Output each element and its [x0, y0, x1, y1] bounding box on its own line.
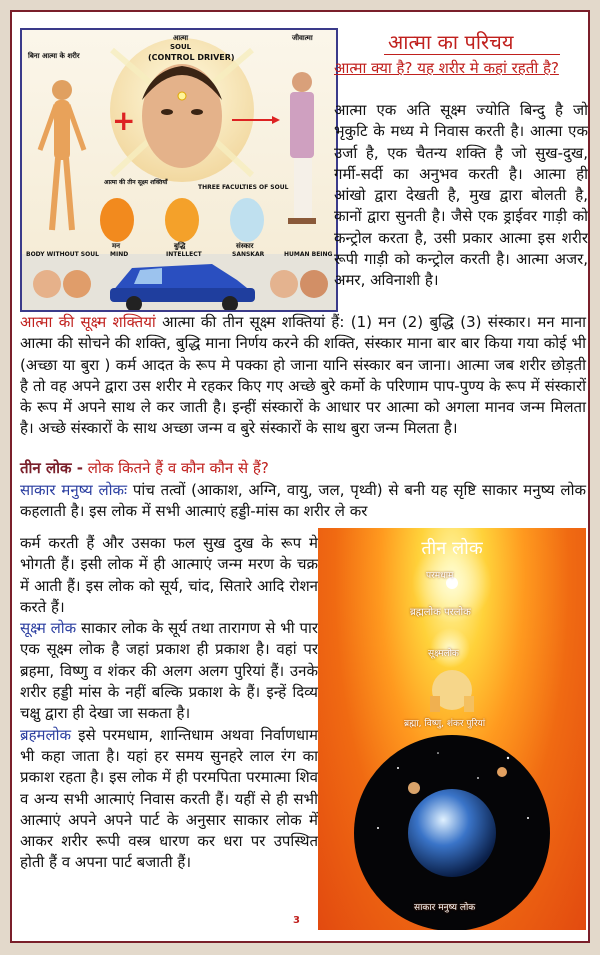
sanskar-egg [230, 198, 264, 242]
label-sukshmalok: सूक्ष्मलोक [428, 649, 459, 659]
intellect-egg [165, 198, 199, 242]
label-human-being: HUMAN BEING [284, 251, 333, 258]
sukshm-label: सूक्ष्म लोक [20, 619, 77, 638]
sakar-text-cont: कर्म करती हैं और उसका फल सुख दुख के रूप मे भोगती हैं। इसी लोक में ही आत्माएं जन्म मरण के चक्र में आती हैं। इस लोक को सूर्य, चांद, सितारे आदि रोशन करते हैं। [20, 534, 318, 616]
label-soul-hindi: आत्मा [173, 34, 189, 42]
label-sanskar: SANSKAR [232, 251, 265, 258]
intro-paragraph: आत्मा एक अति सूक्ष्म ज्योति बिन्दु है जो भृकुटि के मध्य मे निवास करती है। आत्मा एक उर्जा है, एक चैतन्य शक्ति है जो सुख-दुख, गर्मी-सर्दी का अनुभव करती है। आत्मा ही आंखो द्वारा देखती है, मुख द्वारा बोलती है, कानों द्वारा सुनती है। जैसे एक ड्राईवर गाड़ी को कन्ट्रोल करता है, उसी प्रकार आत्मा इस शरीर रूपी गाड़ी को कन्ट्रोल करती है। आत्मा अजर, अमर, अविनाशी है। [334, 101, 588, 290]
page-title: आत्मा का परिचय [388, 30, 514, 54]
label-paramdham: परमधाम [426, 571, 454, 581]
three-worlds-image [318, 528, 586, 930]
sakar-text: पांच तत्वों (आकाश, अग्नि, वायु, जल, पृथ्वी) से बनी यह सृष्टि साकार मनुष्य लोक कहलाती है। इस लोक में सभी आत्माएं हड्डी-मांस का शरीर ले कर [20, 481, 586, 521]
mind-egg [100, 198, 134, 242]
three-worlds-question: लोक कितने हैं व कौन कौन से हैं? [83, 459, 269, 477]
illustration-graphics [22, 30, 336, 310]
planet [408, 782, 420, 794]
skeleton-figure [40, 80, 84, 230]
label-three-faculties: THREE FACULTIES OF SOUL [198, 184, 289, 191]
label-control-driver: (CONTROL DRIVER) [148, 53, 235, 62]
title-underline [384, 54, 560, 55]
label-intellect: INTELLECT [166, 251, 202, 258]
label-intellect-hindi: बुद्धि [174, 242, 186, 250]
label-human-hindi: जीवात्मा [292, 34, 313, 42]
label-soul: SOUL [170, 43, 192, 51]
svg-text:+: + [112, 104, 136, 137]
powers-paragraph [20, 312, 586, 440]
three-worlds-heading [20, 458, 269, 478]
label-body-without-soul: BODY WITHOUT SOUL [26, 251, 99, 258]
label-body-without-soul-hindi: बिना आत्मा के शरीर [28, 52, 80, 60]
powers-heading: आत्मा की सूक्ष्म शक्तियां [20, 313, 156, 331]
three-worlds-image-title: तीन लोक [421, 538, 483, 559]
label-sakar-lok: साकार मनुष्य लोक [414, 903, 476, 913]
trimurti-figures [430, 670, 474, 712]
powers-text: आत्मा की तीन सूक्ष्म शक्तियां हैं: (1) मन (2) बुद्धि (3) संस्कार। मन माना आत्मा की सोचने की शक्ति, बुद्धि माना निर्णय करने की शक्ति, संस्कार माना बार बार किया गया कोई भी (अच्छा या बुरा ) कर्म आदत के रूप मे पक्का हो जाना यानि संस्कार बन जाना। आत्मा जब शरीर छोड़ती है तो वह अपने द्वारा उस शरीर मे रहकर किए गए अच्छे बुरे कर्मो के परिणाम पाप-पुण्य के रूप में संस्कारों के रूप में अपने साथ ले कर जाती है। इन्हीं संस्कारों के आधार पर आत्मा को अगला मानव जन्म मिलता है। अच्छे संस्कारों के साथ अच्छा जन्म व बुरे संस्कारों के साथ बुरा जन्म मिलता है। [20, 313, 587, 438]
three-worlds-graphics [318, 528, 586, 930]
label-puriyan: ब्रह्मा, विष्णु, शंकर पुरियां [404, 719, 486, 729]
soul-illustration [20, 28, 338, 312]
page [10, 10, 590, 943]
human-figure [288, 72, 316, 224]
planet [497, 767, 507, 777]
three-worlds-label: तीन लोक - [20, 459, 84, 477]
sakar-paragraph [20, 480, 586, 523]
worlds-column-text [20, 533, 318, 874]
sakar-label: साकार मनुष्य लोकः [20, 481, 128, 499]
brahm-label: ब्रहमलोक [20, 725, 72, 744]
label-sanskar-hindi: संस्कार [236, 242, 254, 250]
soul-question: आत्मा क्या है? यह शरीर मे कहां रहती है? [334, 59, 559, 77]
page-number: 3 [293, 915, 300, 926]
sukshm-text: साकार लोक के सूर्य तथा तारागण से भी पार एक सूक्ष्म लोक है जहां प्रकाश ही प्रकाश है। वहां पर ब्रहमा, विष्णु व शंकर की अलग अलग पुरियां हैं। उनके शरीर हड्डी मांस के नहीं बल्कि प्रकाश के हैं। इन्हें दिव्य चक्षु द्वारा ही देखा जा सकता है। [20, 619, 318, 723]
label-mind: MIND [110, 251, 129, 258]
label-brahmalok: ब्रह्मलोक परलोक [410, 607, 471, 618]
brahm-text: इसे परमधाम, शान्तिधाम अथवा निर्वाणधाम भी कहा जाता है। यहां हर समय सुनहरे लाल रंग का प्रकाश रहता है। इस लोक में ही परमपिता परमात्मा शिव व अन्य सभी आत्माएं निवास करती हैं। यहीं से ही सभी आत्माएं अपने अपने पार्ट के अनुसार साकार लोक में आकर शरीर रूपी वस्त्र धारण कर धरा पर उपस्थित होती हैं व अपना पार्ट बजाती हैं। [20, 725, 318, 872]
label-three-faculties-hindi: आत्मा की तीन सूक्ष्म शक्तियाँ [104, 179, 168, 186]
earth [408, 789, 496, 877]
label-mind-hindi: मन [112, 242, 121, 250]
